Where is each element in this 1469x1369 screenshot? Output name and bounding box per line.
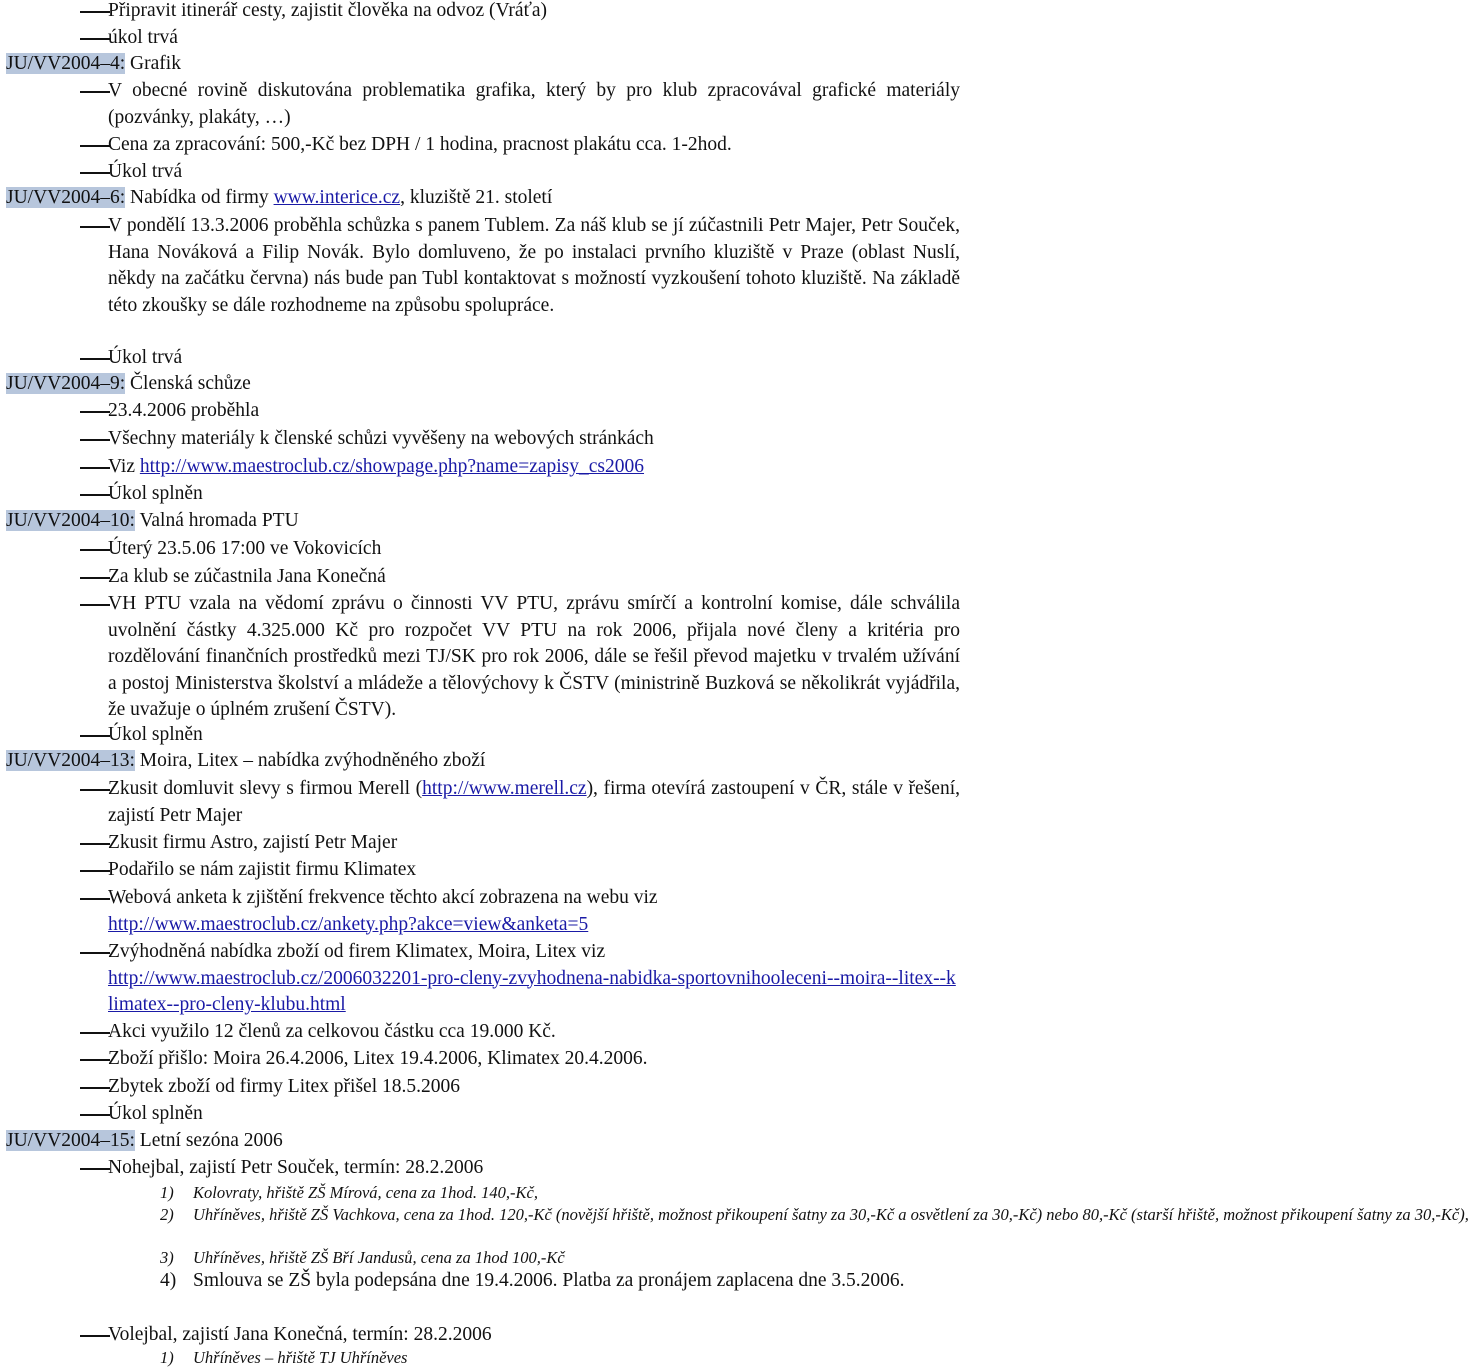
section-title: Valná hromada PTU (139, 510, 299, 531)
dash-bullet (80, 952, 110, 954)
dash-bullet (80, 1114, 110, 1116)
item-text (108, 939, 960, 1019)
item-text: úkol trvá (108, 27, 178, 48)
item-text: Úkol splněn (108, 483, 203, 504)
dash-bullet (80, 11, 110, 13)
section-heading (6, 748, 485, 775)
section-title: Grafik (130, 53, 181, 74)
item-text: Za klub se zúčastnila Jana Konečná (108, 566, 386, 587)
dash-bullet (80, 735, 110, 737)
dash-bullet (80, 439, 110, 441)
section-heading (6, 508, 299, 535)
dash-bullet (80, 91, 110, 93)
dash-bullet (80, 549, 110, 551)
section-heading (6, 371, 251, 398)
dash-bullet (80, 1032, 110, 1034)
item-text: Zboží přišlo: Moira 26.4.2006, Litex 19.4.2006, Klimatex 20.4.2006. (108, 1048, 648, 1069)
section-code: JU/VV2004–15: (6, 1130, 135, 1151)
item-text (108, 454, 960, 481)
dash-bullet (80, 226, 110, 228)
dash-bullet (80, 870, 110, 872)
dash-bullet (80, 1087, 110, 1089)
dash-bullet (80, 1168, 110, 1170)
item-text: Úkol splněn (108, 1103, 203, 1124)
dash-bullet (80, 577, 110, 579)
subitem-number: 1) (160, 1183, 174, 1202)
subitem-number: 2) (160, 1205, 174, 1224)
item-text (108, 885, 960, 938)
item-text: Zkusit firmu Astro, zajistí Petr Majer (108, 832, 398, 853)
dash-bullet (80, 898, 110, 900)
numbered-subitem (160, 1247, 565, 1269)
dash-bullet (80, 38, 110, 40)
text-run: Webová anketa k zjištění frekvence těchto akcí zobrazena na webu viz (108, 887, 658, 908)
text-run: Zvýhodněná nabídka zboží od firem Klimatex, Moira, Litex viz (108, 941, 606, 962)
subitem-number: 3) (160, 1248, 174, 1267)
section-code: JU/VV2004–9: (6, 373, 126, 394)
item-text: Úterý 23.5.06 17:00 ve Vokovicích (108, 538, 382, 559)
dash-bullet (80, 843, 110, 845)
dash-bullet (80, 789, 110, 791)
viz-label: Viz (108, 456, 135, 477)
item-text (108, 776, 960, 829)
item-text: Připravit itinerář cesty, zajistit člověka na odvoz (Vráťa) (108, 0, 548, 21)
section-code: JU/VV2004–10: (6, 510, 135, 531)
item-text: Volejbal, zajistí Jana Konečná, termín: 28.2.2006 (108, 1324, 492, 1345)
section-title: Moira, Litex – nabídka zvýhodněného zboží (139, 750, 486, 771)
item-text: Podařilo se nám zajistit firmu Klimatex (108, 859, 417, 880)
item-text: Úkol trvá (108, 347, 183, 368)
item-text: Akci využilo 12 členů za celkovou částku cca 19.000 Kč. (108, 1021, 556, 1042)
item-text: Zbytek zboží od firmy Litex přišel 18.5.2006 (108, 1076, 461, 1097)
item-text: Nohejbal, zajistí Petr Souček, termín: 28.2.2006 (108, 1157, 484, 1178)
item-text: 23.4.2006 proběhla (108, 400, 260, 421)
dash-bullet (80, 494, 110, 496)
section-heading (6, 1128, 283, 1155)
dash-bullet (80, 145, 110, 147)
text-run: ), firma otevírá zastoupení v ČR, stále v řešení, zajistí Petr Majer (108, 778, 960, 826)
section-heading (6, 185, 552, 212)
item-text: Úkol trvá (108, 161, 183, 182)
numbered-subitem (160, 1347, 407, 1369)
subitem-number: 1) (160, 1348, 174, 1367)
subitem-text: Smlouva se ZŠ byla podepsána dne 19.4.2006. Platba za pronájem zaplacena dne 3.5.2006. (193, 1270, 905, 1291)
subitem-text: Uhříněves, hřiště ZŠ Bří Jandusů, cena za 1hod 100,-Kč (193, 1248, 565, 1267)
dash-bullet (80, 358, 110, 360)
dash-bullet (80, 411, 110, 413)
dash-bullet (80, 604, 110, 606)
dash-bullet (80, 172, 110, 174)
merell-link[interactable]: http://www.merell.cz (422, 778, 587, 799)
numbered-subitem (160, 1268, 960, 1295)
item-text: V pondělí 13.3.2006 proběhla schůzka s panem Tublem. Za náš klub se jí zúčastnili Petr Majer, Petr Souček, Hana Nováková a Filip Novák. Bylo domluveno, že po instalaci prvního kluziště v Praze (oblast Nuslí, někdy na začátku června) nás bude pan Tubl kontaktovat s možností vyzkoušení tohoto kluziště. Na základě této zkoušky se dále rozhodneme na způsobu spolupráce. (108, 215, 960, 316)
anketa-link[interactable]: http://www.maestroclub.cz/ankety.php?akce=view&anketa=5 (108, 913, 589, 935)
nabidka-link[interactable]: http://www.maestroclub.cz/2006032201-pro-cleny-zvyhodnena-nabidka-sportovnihooleceni--moira--litex--klimatex--pro-cleny-klubu.html (108, 967, 956, 1015)
item-text: V obecné rovině diskutována problematika grafika, který by pro klub zpracovával grafické materiály (pozvánky, plakáty, …) (108, 80, 960, 128)
subitem-text: Uhříněves – hřiště TJ Uhříněves (193, 1348, 408, 1367)
dash-bullet (80, 467, 110, 469)
section-title-rest: , kluziště 21. století (400, 187, 553, 208)
text-run: Zkusit domluvit slevy s firmou Merell ( (108, 778, 423, 799)
numbered-subitem (160, 1182, 538, 1204)
section-code: JU/VV2004–4: (6, 53, 126, 74)
section-title: Nabídka od firmy (130, 187, 269, 208)
item-text: Cena za zpracování: 500,-Kč bez DPH / 1 hodina, pracnost plakátu cca. 1-2hod. (108, 134, 732, 155)
numbered-subitem (160, 1204, 1469, 1226)
section-code: JU/VV2004–6: (6, 187, 126, 208)
subitem-number: 4) (160, 1270, 177, 1291)
section-code: JU/VV2004–13: (6, 750, 135, 771)
subitem-text: Uhříněves, hřiště ZŠ Vachkova, cena za 1hod. 120,-Kč (novější hřiště, možnost přikoupení šatny za 30,-Kč a osvětlení za 30,-Kč) nebo 80,-Kč (starší hřiště, možnost přikoupení šatny za 30,-Kč), (193, 1205, 1469, 1224)
dash-bullet (80, 1335, 110, 1337)
interice-link[interactable]: www.interice.cz (273, 187, 401, 208)
item-text: Všechny materiály k členské schůzi vyvěšeny na webových stránkách (108, 428, 654, 449)
zapisy-link[interactable]: http://www.maestroclub.cz/showpage.php?name=zapisy_cs2006 (139, 456, 645, 477)
subitem-text: Kolovraty, hřiště ZŠ Mírová, cena za 1hod. 140,-Kč, (193, 1183, 538, 1202)
section-title: Letní sezóna 2006 (139, 1130, 283, 1151)
section-heading (6, 51, 181, 78)
item-text: VH PTU vzala na vědomí zprávu o činnosti VV PTU, zprávu smírčí a kontrolní komise, dále schválila uvolnění částky 4.325.000 Kč pro rozpočet VV PTU na rok 2006, přijala nové členy a kritéria pro rozdělování finančních prostředků mezi TJ/SK pro rok 2006, dále se řešil převod majetku v trvalém užívání a postoj Ministerstva školství a mládeže a tělovýchovy k ČSTV (ministrině Buzková se několikrát vyjádřila, že uvažuje o úplném zrušení ČSTV). (108, 593, 960, 720)
section-title: Členská schůze (130, 373, 251, 394)
item-text: Úkol splněn (108, 724, 203, 745)
dash-bullet (80, 1059, 110, 1061)
